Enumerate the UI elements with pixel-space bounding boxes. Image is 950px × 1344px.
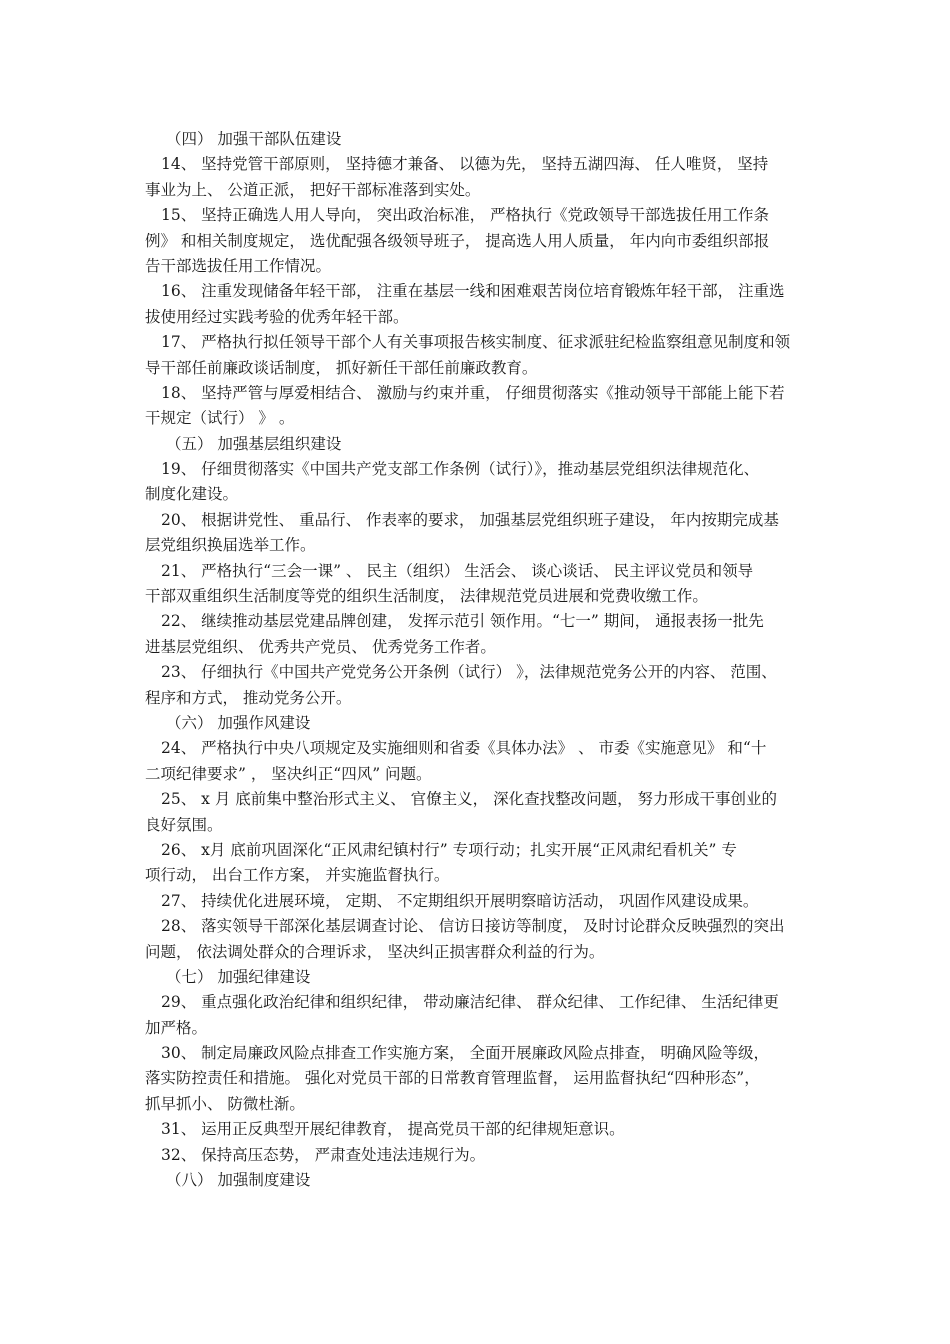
numbered-item-line: 29、 重点强化政治纪律和组织纪律， 带动廉洁纪律、 群众纪律、 工作纪律、 生活纪律更 xyxy=(161,993,779,1012)
continuation-line: 抓早抓小、 防微杜渐。 xyxy=(145,1094,305,1113)
numbered-item-line: 14、 坚持党管干部原则， 坚持德才兼备、 以德为先， 坚持五湖四海、 任人唯贤， 坚持 xyxy=(161,155,769,174)
continuation-line: 告干部选拔任用工作情况。 xyxy=(145,256,332,275)
section-heading: （八） 加强制度建设 xyxy=(166,1171,311,1190)
continuation-line: 程序和方式， 推动党务公开。 xyxy=(145,688,352,707)
continuation-line: 导干部任前廉政谈话制度， 抓好新任干部任前廉政教育。 xyxy=(145,358,538,377)
continuation-line: 拔使用经过实践考验的优秀年轻干部。 xyxy=(145,307,409,326)
numbered-item-line: 18、 坚持严管与厚爱相结合、 激励与约束并重， 仔细贯彻落实《推动领导干部能上能下若 xyxy=(161,383,785,402)
continuation-line: 项行动， 出台工作方案， 并实施监督执行。 xyxy=(145,866,450,885)
document-body xyxy=(145,127,810,1193)
continuation-line: 例》 和相关制度规定， 选优配强各级领导班子， 提高选人用人质量， 年内向市委组织部报 xyxy=(145,231,770,250)
numbered-item-line: 24、 严格执行中央八项规定及实施细则和省委《具体办法》 、 市委《实施意见》 和“十 xyxy=(161,739,767,758)
numbered-item-line: 31、 运用正反典型开展纪律教育， 提高党员干部的纪律规矩意识。 xyxy=(161,1120,625,1139)
section-heading: （五） 加强基层组织建设 xyxy=(166,434,342,453)
continuation-line: 落实防控责任和措施。 强化对党员干部的日常教育管理监督， 运用监督执纪“四种形态”， xyxy=(145,1069,760,1088)
continuation-line: 干部双重组织生活制度等党的组织生活制度， 法律规范党员进展和党费收缴工作。 xyxy=(145,587,708,606)
continuation-line: 制度化建设。 xyxy=(145,485,239,504)
numbered-item-line: 27、 持续优化进展环境， 定期、 不定期组织开展明察暗访活动， 巩固作风建设成果。 xyxy=(161,891,759,910)
continuation-line: 问题， 依法调处群众的合理诉求， 坚决纠正损害群众利益的行为。 xyxy=(145,942,605,961)
numbered-item-line: 20、 根据讲党性、 重品行、 作表率的要求， 加强基层党组织班子建设， 年内按期完成基 xyxy=(161,510,779,529)
section-heading: （六） 加强作风建设 xyxy=(166,713,311,732)
numbered-item-line: 23、 仔细执行《中国共产党党务公开条例（试行） 》，法律规范党务公开的内容、 范围、 xyxy=(161,663,777,682)
numbered-item-line: 25、 x 月 底前集中整治形式主义、 官僚主义， 深化查找整改问题， 努力形成干事创业的 xyxy=(161,790,778,809)
numbered-item-line: 26、 x月 底前巩固深化“正风肃纪镇村行” 专项行动；扎实开展“正风肃纪看机关” 专 xyxy=(161,840,737,859)
continuation-line: 良好氛围。 xyxy=(145,815,223,834)
numbered-item-line: 17、 严格执行拟任领导干部个人有关事项报告核实制度、征求派驻纪检监察组意见制度和领 xyxy=(161,333,791,352)
numbered-item-line: 21、 严格执行“三会一课” 、 民主（组织） 生活会、 谈心谈话、 民主评议党员和领导 xyxy=(161,561,754,580)
numbered-item-line: 16、 注重发现储备年轻干部， 注重在基层一线和困难艰苦岗位培育锻炼年轻干部， 注重选 xyxy=(161,282,785,301)
continuation-line: 干规定（试行） 》 。 xyxy=(145,409,295,428)
numbered-item-line: 30、 制定局廉政风险点排查工作实施方案， 全面开展廉政风险点排查， 明确风险等级， xyxy=(161,1044,770,1063)
continuation-line: 加严格。 xyxy=(145,1018,208,1037)
continuation-line: 层党组织换届选举工作。 xyxy=(145,536,316,555)
numbered-item-line: 22、 继续推动基层党建品牌创建， 发挥示范引 领作用。“七一” 期间， 通报表扬一批先 xyxy=(161,612,764,631)
section-heading: （七） 加强纪律建设 xyxy=(166,967,311,986)
numbered-item-line: 32、 保持高压态势， 严肃查处违法违规行为。 xyxy=(161,1145,486,1164)
section-heading: （四） 加强干部队伍建设 xyxy=(166,130,342,148)
continuation-line: 进基层党组织、 优秀共产党员、 优秀党务工作者。 xyxy=(145,637,496,656)
numbered-item-line: 15、 坚持正确选人用人导向， 突出政治标准， 严格执行《党政领导干部选拔任用工作条 xyxy=(161,206,770,225)
continuation-line: 二项纪律要求” ， 坚决纠正“四风” 问题。 xyxy=(145,764,432,783)
continuation-line: 事业为上、 公道正派， 把好干部标准落到实处。 xyxy=(145,180,481,199)
numbered-item-line: 19、 仔细贯彻落实《中国共产党支部工作条例（试行）》，推动基层党组织法律规范化、 xyxy=(161,460,760,479)
numbered-item-line: 28、 落实领导干部深化基层调查讨论、 信访日接访等制度， 及时讨论群众反映强烈的突出 xyxy=(161,917,785,936)
